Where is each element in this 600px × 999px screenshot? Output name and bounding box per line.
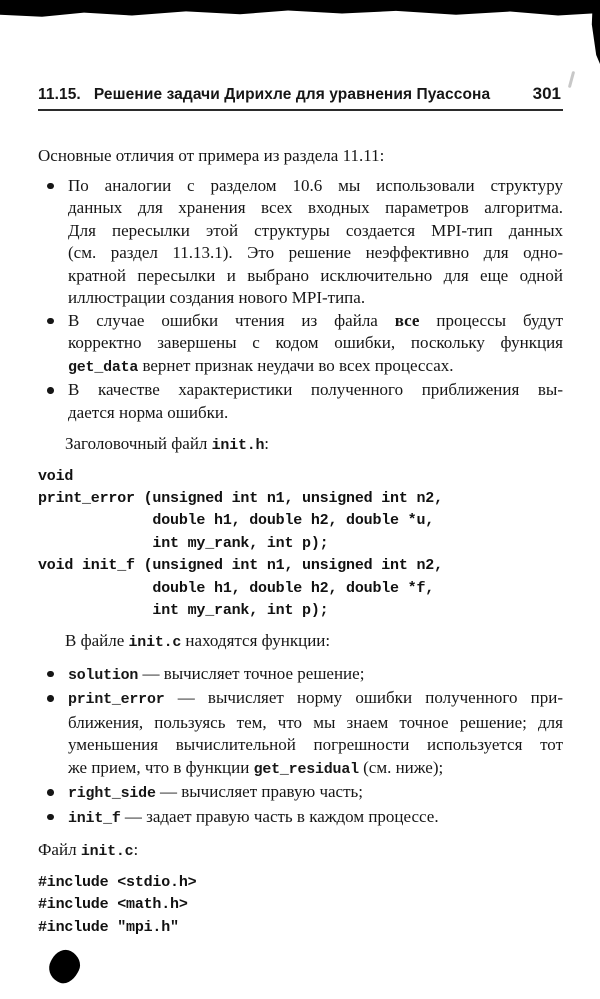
text-line [68,687,563,712]
inline-code: solution [68,667,139,684]
text: Основные отличия от примера из раздела 11.11: [38,146,385,165]
text-line [68,197,563,220]
inline-code: get_residual [253,761,359,778]
code-line: void init_f (unsigned int n1, unsigned int n2, [38,557,443,575]
bullet-icon [47,789,54,796]
text-line [68,175,563,198]
text: кратной пересылки и выбрано исключительно для еще одной [68,265,563,285]
code-line: #include "mpi.h" [38,918,179,936]
text: иллюстрации создания нового MPI-типа. [68,288,366,307]
page-content [38,0,563,939]
bullet-icon [47,695,54,702]
code-line: #include <stdio.h> [38,873,197,891]
list-item [38,806,563,831]
text-line [68,355,563,380]
inline-code: init.h [211,438,265,454]
section-heading [38,86,490,104]
text-line [68,310,563,333]
text: дается норма ошибки. [68,402,229,422]
code-block-includes [38,872,563,939]
text: — вычисляет норму ошибки полученного при- [164,688,563,708]
scan-smudge [568,71,575,88]
section-title: Решение задачи Дирихле для уравнения Пуассона [93,86,491,103]
text-line [38,145,563,168]
text-line [68,379,563,402]
text: (см. ниже); [358,757,444,777]
intro-paragraph [38,145,563,168]
code-line: double h1, double h2, double *f, [38,579,435,597]
text: В качестве характеристики полученного приближения вы- [68,380,563,399]
code-line: print_error (unsigned int n1, unsigned int n2, [38,489,443,507]
text-line [68,757,563,782]
inline-code: right_side [68,786,156,803]
list-item [38,781,563,806]
section-number: 11.15. [38,86,81,103]
text: Для пересылки этой структуры создается MPI-тип данных [68,220,563,240]
bullet-icon [47,183,54,190]
header-divider [38,109,563,111]
list-item [38,175,563,310]
text: — вычисляет правую часть; [155,782,363,802]
functions-list [38,663,563,831]
text: По аналогии с разделом 10.6 мы использовали структуру [68,175,563,195]
text-line [68,242,563,265]
text: — вычисляет точное решение; [138,663,365,683]
running-head [38,84,563,104]
differences-list [38,175,563,425]
bullet-icon [47,814,54,821]
code-line: void [38,467,74,485]
file-init-c-paragraph [38,839,563,864]
text-line [68,220,563,243]
text-line [68,287,563,310]
text: — задает правую часть в каждом процессе. [120,806,439,826]
text: данных для хранения всех входных параметров алгоритма. [68,198,563,217]
text: : [264,434,270,453]
bullet-icon [47,318,54,325]
text: вернет признак неудачи во всех процессах. [138,355,454,375]
text: Заголовочный файл [65,434,212,453]
list-item [38,379,563,424]
list-item [38,663,563,688]
text-line [38,839,563,864]
text-line [68,663,563,688]
bullet-icon [47,671,54,678]
header-file-paragraph [38,433,563,458]
text: : [133,840,139,860]
text-line [68,265,563,288]
init-c-paragraph [38,630,563,655]
inline-code: init_f [68,810,121,827]
code-line: #include <math.h> [38,896,188,914]
text: (см. раздел 11.13.1). Это решение неэффективно для одно- [68,243,563,262]
page-number: 301 [532,84,561,103]
code-line: double h1, double h2, double *u, [38,512,435,530]
code-line: int my_rank, int p); [38,601,329,619]
inline-code: print_error [68,692,165,709]
text: процессы будут [419,310,563,330]
text: В файле [65,631,129,651]
inline-code: init.c [128,635,182,652]
text: В случае ошибки чтения из файла [68,310,395,330]
text-line [68,806,563,831]
text: корректно завершены с кодом ошибки, поскольку функция [68,333,563,352]
text-line [68,402,563,425]
bullet-icon [47,387,54,394]
inline-code: init.c [80,844,134,861]
code-line: int my_rank, int p); [38,534,329,552]
inline-code: get_data [68,359,139,376]
list-item [38,687,563,781]
text-line [68,734,563,757]
text-line [68,712,563,735]
code-block-init-h [38,466,563,623]
text-line [68,781,563,806]
text: же прием, что в функции [68,757,254,777]
text-line [68,332,563,355]
text: Файл [38,840,81,860]
text: находятся функции: [181,631,331,651]
text: уменьшения вычислительной погрешности используется тот [68,735,563,755]
text-line [38,433,563,458]
list-item [38,310,563,380]
text: ближения, пользуясь тем, что мы знаем точное решение; для [68,712,563,732]
bold-text: все [394,310,420,330]
text-line [38,630,563,655]
scan-artifact-ink-mark [44,945,85,988]
